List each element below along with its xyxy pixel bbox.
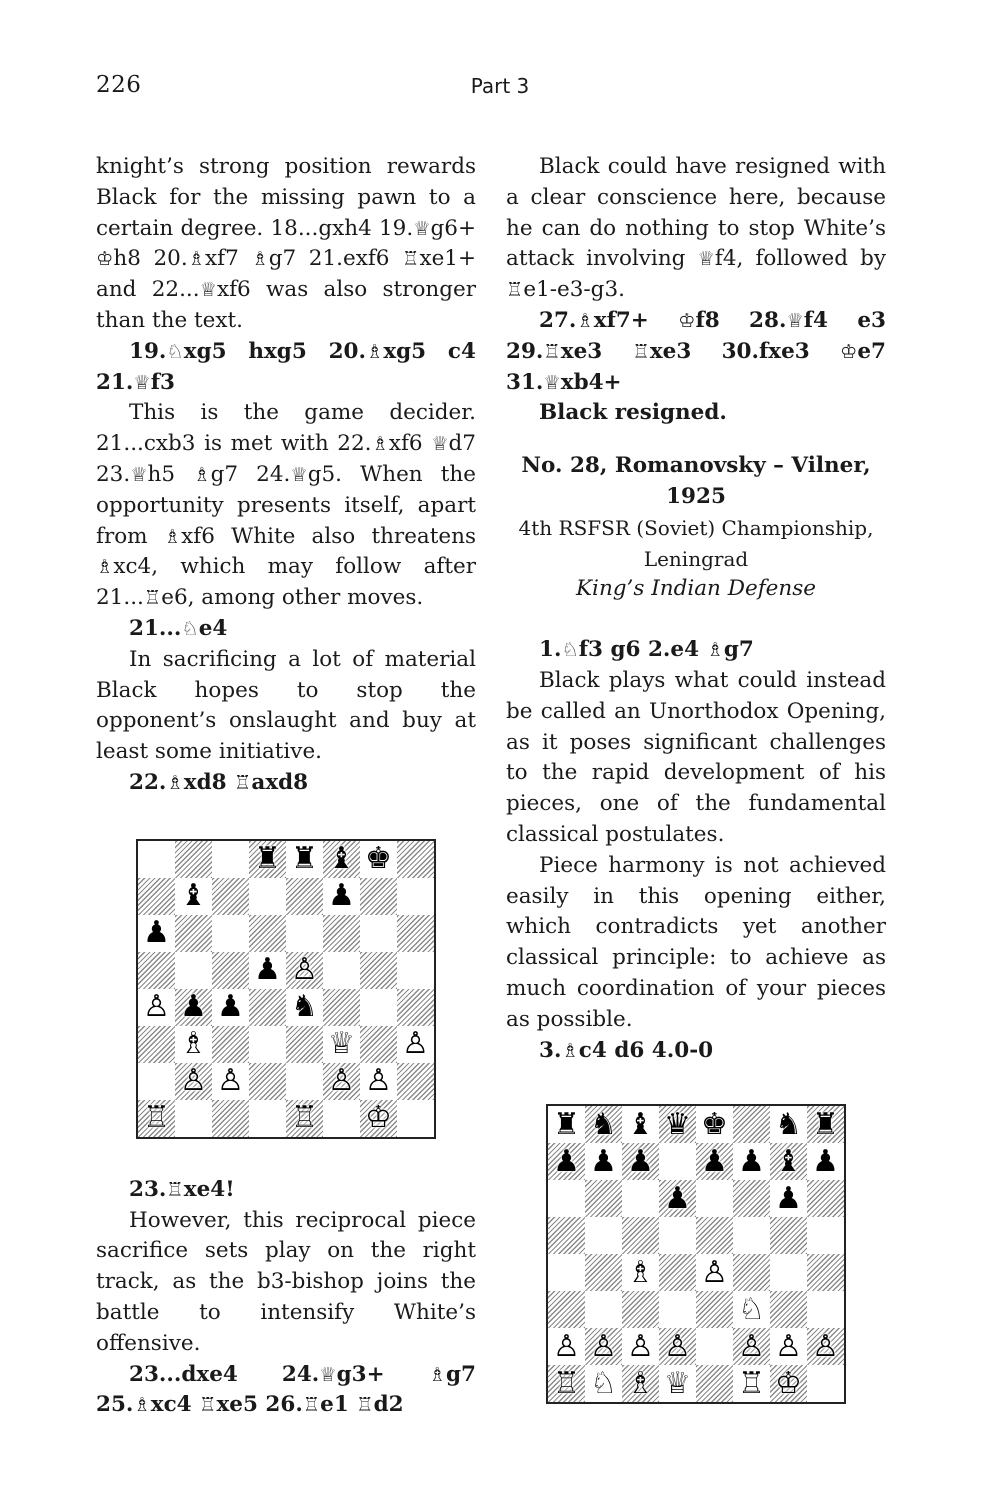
board-square bbox=[622, 1106, 659, 1143]
board-square bbox=[696, 1180, 733, 1217]
black-piece-icon: ♟ bbox=[701, 1143, 728, 1179]
board-square bbox=[807, 1328, 844, 1365]
white-piece-icon: ♕ bbox=[328, 1026, 355, 1062]
board-square bbox=[175, 1063, 212, 1100]
black-piece-icon: ♟ bbox=[553, 1143, 580, 1179]
board-square bbox=[249, 878, 286, 915]
board-square bbox=[212, 878, 249, 915]
board-square bbox=[397, 878, 434, 915]
board-square bbox=[622, 1217, 659, 1254]
board-square bbox=[138, 1063, 175, 1100]
board-square bbox=[807, 1365, 844, 1402]
board-square bbox=[733, 1217, 770, 1254]
board-square bbox=[770, 1291, 807, 1328]
board-square bbox=[548, 1291, 585, 1328]
board-square bbox=[212, 989, 249, 1026]
board-square bbox=[175, 841, 212, 878]
white-piece-icon: ♗ bbox=[627, 1365, 654, 1401]
move-line: 21...♘e4 bbox=[129, 615, 228, 641]
board-square bbox=[548, 1365, 585, 1402]
board-square bbox=[360, 1100, 397, 1137]
board-square bbox=[733, 1365, 770, 1402]
body-paragraph: However, this reciprocal piece sacrifice sets play on the right track, as the b3-bishop joins the battle to intensify White’s offensive. bbox=[96, 1207, 476, 1356]
board-square bbox=[360, 915, 397, 952]
board-square bbox=[659, 1106, 696, 1143]
board-square bbox=[548, 1143, 585, 1180]
board-square bbox=[360, 878, 397, 915]
white-piece-icon: ♔ bbox=[365, 1100, 392, 1136]
board-square bbox=[323, 989, 360, 1026]
black-piece-icon: ♟ bbox=[627, 1143, 654, 1179]
black-piece-icon: ♟ bbox=[812, 1143, 839, 1179]
move-line: 27.♗xf7+ ♔f8 28.♕f4 e3 29.♖xe3 ♖xe3 30.fxe3 ♔e7 31.♕xb4+ bbox=[506, 307, 886, 395]
move-line: 23.♖xe4! bbox=[129, 1176, 235, 1202]
chess-diagram-1 bbox=[136, 839, 436, 1139]
black-piece-icon: ♝ bbox=[627, 1106, 654, 1142]
board-square bbox=[733, 1143, 770, 1180]
board-square bbox=[696, 1217, 733, 1254]
board-square bbox=[807, 1254, 844, 1291]
black-piece-icon: ♝ bbox=[775, 1143, 802, 1179]
white-piece-icon: ♙ bbox=[291, 952, 318, 988]
body-paragraph: In sacrificing a lot of material Black hopes to stop the opponent’s onslaught and buy at least some initiative. bbox=[96, 646, 476, 765]
board-square bbox=[770, 1328, 807, 1365]
move-line: Black resigned. bbox=[539, 400, 727, 426]
white-piece-icon: ♙ bbox=[217, 1063, 244, 1099]
white-piece-icon: ♗ bbox=[180, 1026, 207, 1062]
board-square bbox=[360, 989, 397, 1026]
board-square bbox=[175, 952, 212, 989]
board-square bbox=[323, 1063, 360, 1100]
board-square bbox=[212, 1100, 249, 1137]
board-square bbox=[397, 1100, 434, 1137]
board-square bbox=[585, 1180, 622, 1217]
board-square bbox=[807, 1180, 844, 1217]
black-piece-icon: ♟ bbox=[738, 1143, 765, 1179]
black-piece-icon: ♟ bbox=[775, 1180, 802, 1216]
body-paragraph: This is the game decider. 21...cxb3 is met with 22.♗xf6 ♕d7 23.♕h5 ♗g7 24.♕g5. When the opportunity presents itself, apart from ♗xf6 White also threatens ♗xc4, which may follow after 21...♖e6, among other moves. bbox=[96, 400, 476, 611]
white-piece-icon: ♗ bbox=[627, 1254, 654, 1290]
board-square bbox=[360, 1063, 397, 1100]
board-square bbox=[249, 841, 286, 878]
board-square bbox=[733, 1291, 770, 1328]
board-square bbox=[696, 1254, 733, 1291]
white-piece-icon: ♘ bbox=[738, 1291, 765, 1327]
board-square bbox=[585, 1365, 622, 1402]
board-square bbox=[323, 841, 360, 878]
board-square bbox=[585, 1217, 622, 1254]
board-square bbox=[212, 915, 249, 952]
board-square bbox=[360, 841, 397, 878]
board-square bbox=[770, 1106, 807, 1143]
white-piece-icon: ♕ bbox=[664, 1365, 691, 1401]
black-piece-icon: ♟ bbox=[143, 915, 170, 951]
board-square bbox=[175, 1026, 212, 1063]
board-square bbox=[585, 1291, 622, 1328]
black-piece-icon: ♟ bbox=[217, 989, 244, 1025]
board-square bbox=[286, 989, 323, 1026]
black-piece-icon: ♚ bbox=[701, 1106, 728, 1142]
board-square bbox=[212, 1063, 249, 1100]
move-line: 3.♗c4 d6 4.0-0 bbox=[539, 1037, 714, 1063]
board-square bbox=[622, 1180, 659, 1217]
board-square bbox=[397, 952, 434, 989]
board-square bbox=[585, 1328, 622, 1365]
diagram-container bbox=[96, 839, 476, 1139]
board-square bbox=[138, 915, 175, 952]
board-square bbox=[696, 1143, 733, 1180]
board-square bbox=[696, 1365, 733, 1402]
white-piece-icon: ♙ bbox=[775, 1328, 802, 1364]
white-piece-icon: ♙ bbox=[701, 1254, 728, 1290]
board-square bbox=[138, 878, 175, 915]
board-square bbox=[360, 952, 397, 989]
white-piece-icon: ♙ bbox=[812, 1328, 839, 1364]
black-piece-icon: ♞ bbox=[291, 989, 318, 1025]
board-square bbox=[659, 1365, 696, 1402]
black-piece-icon: ♟ bbox=[590, 1143, 617, 1179]
board-square bbox=[138, 841, 175, 878]
white-piece-icon: ♘ bbox=[590, 1365, 617, 1401]
white-piece-icon: ♙ bbox=[180, 1063, 207, 1099]
move-line: 22.♗xd8 ♖axd8 bbox=[129, 769, 309, 795]
opening-name: King’s Indian Defense bbox=[576, 576, 816, 602]
board-square bbox=[397, 915, 434, 952]
board-square bbox=[585, 1254, 622, 1291]
board-square bbox=[548, 1328, 585, 1365]
board-square bbox=[585, 1106, 622, 1143]
white-piece-icon: ♖ bbox=[291, 1100, 318, 1136]
white-piece-icon: ♖ bbox=[553, 1365, 580, 1401]
board-square bbox=[622, 1254, 659, 1291]
board-square bbox=[807, 1143, 844, 1180]
board-square bbox=[249, 1063, 286, 1100]
board-square bbox=[175, 1100, 212, 1137]
body-paragraph: Black could have resigned with a clear conscience here, because he can do nothing to stop White’s attack involving ♕f4, followed by ♖e1-e3-g3. bbox=[506, 154, 886, 303]
black-piece-icon: ♜ bbox=[553, 1106, 580, 1142]
game-title: No. 28, Romanovsky – Vilner, 1925 bbox=[521, 453, 871, 509]
white-piece-icon: ♙ bbox=[664, 1328, 691, 1364]
board-square bbox=[175, 989, 212, 1026]
board-square bbox=[138, 1026, 175, 1063]
black-piece-icon: ♝ bbox=[180, 878, 207, 914]
board-square bbox=[323, 1026, 360, 1063]
board-square bbox=[175, 878, 212, 915]
black-piece-icon: ♞ bbox=[590, 1106, 617, 1142]
move-line: 1.♘f3 g6 2.e4 ♗g7 bbox=[539, 637, 754, 663]
board-square bbox=[175, 915, 212, 952]
board-square bbox=[696, 1291, 733, 1328]
board-square bbox=[138, 989, 175, 1026]
board-square bbox=[659, 1180, 696, 1217]
board-square bbox=[659, 1328, 696, 1365]
black-piece-icon: ♜ bbox=[254, 841, 281, 877]
board-square bbox=[286, 1063, 323, 1100]
white-piece-icon: ♙ bbox=[590, 1328, 617, 1364]
board-square bbox=[622, 1328, 659, 1365]
board-square bbox=[286, 878, 323, 915]
body-paragraph: Black plays what could instead be called an Unorthodox Opening, as it poses significant challenges to the rapid development of his pieces, one of the fundamental classical postulates. bbox=[506, 667, 886, 847]
board-square bbox=[622, 1291, 659, 1328]
board-square bbox=[548, 1106, 585, 1143]
running-head: Part 3 bbox=[470, 74, 530, 98]
board-square bbox=[807, 1106, 844, 1143]
black-piece-icon: ♜ bbox=[812, 1106, 839, 1142]
board-square bbox=[659, 1291, 696, 1328]
board-square bbox=[659, 1217, 696, 1254]
board-square bbox=[696, 1328, 733, 1365]
board-square bbox=[807, 1217, 844, 1254]
board-square bbox=[733, 1180, 770, 1217]
board-square bbox=[323, 878, 360, 915]
white-piece-icon: ♙ bbox=[738, 1328, 765, 1364]
board-square bbox=[622, 1365, 659, 1402]
body-paragraph: Piece harmony is not achieved easily in this opening either, which contradicts yet another classical principle: to achieve as much coordination of your pieces as possible. bbox=[506, 852, 886, 1032]
board-square bbox=[212, 952, 249, 989]
board-square bbox=[397, 1063, 434, 1100]
board-square bbox=[249, 989, 286, 1026]
board-square bbox=[286, 841, 323, 878]
board-square bbox=[323, 915, 360, 952]
black-piece-icon: ♜ bbox=[291, 841, 318, 877]
black-piece-icon: ♞ bbox=[775, 1106, 802, 1142]
board-square bbox=[770, 1180, 807, 1217]
white-piece-icon: ♖ bbox=[738, 1365, 765, 1401]
white-piece-icon: ♙ bbox=[365, 1063, 392, 1099]
black-piece-icon: ♟ bbox=[254, 952, 281, 988]
board-square bbox=[212, 1026, 249, 1063]
move-line: 19.♘xg5 hxg5 20.♗xg5 c4 21.♕f3 bbox=[96, 338, 476, 395]
board-square bbox=[323, 952, 360, 989]
black-piece-icon: ♟ bbox=[328, 878, 355, 914]
board-square bbox=[770, 1143, 807, 1180]
white-piece-icon: ♙ bbox=[402, 1026, 429, 1062]
board-square bbox=[770, 1217, 807, 1254]
board-square bbox=[138, 952, 175, 989]
chess-diagram-2 bbox=[546, 1104, 846, 1404]
white-piece-icon: ♙ bbox=[553, 1328, 580, 1364]
black-piece-icon: ♝ bbox=[328, 841, 355, 877]
white-piece-icon: ♙ bbox=[143, 989, 170, 1025]
board-square bbox=[138, 1100, 175, 1137]
board-square bbox=[733, 1106, 770, 1143]
black-piece-icon: ♟ bbox=[180, 989, 207, 1025]
board-square bbox=[733, 1254, 770, 1291]
board-square bbox=[397, 1026, 434, 1063]
board-square bbox=[397, 989, 434, 1026]
black-piece-icon: ♚ bbox=[365, 841, 392, 877]
board-square bbox=[548, 1217, 585, 1254]
board-square bbox=[360, 1026, 397, 1063]
move-line: 23...dxe4 24.♕g3+ ♗g7 25.♗xc4 ♖xe5 26.♖e1 ♖d2 bbox=[96, 1361, 476, 1418]
page-number: 226 bbox=[96, 72, 142, 98]
board-square bbox=[770, 1254, 807, 1291]
board-square bbox=[548, 1180, 585, 1217]
board-square bbox=[622, 1143, 659, 1180]
diagram-container bbox=[506, 1104, 886, 1404]
board-square bbox=[397, 841, 434, 878]
board-square bbox=[807, 1291, 844, 1328]
board-square bbox=[696, 1106, 733, 1143]
game-event: 4th RSFSR (Soviet) Championship, Leningrad bbox=[518, 515, 874, 571]
board-square bbox=[733, 1328, 770, 1365]
board-square bbox=[548, 1254, 585, 1291]
body-paragraph: knight’s strong position rewards Black for the missing pawn to a certain degree. 18...gxh4 19.♕g6+ ♔h8 20.♗xf7 ♗g7 21.exf6 ♖xe1+ and 22...♕xf6 was also stronger than the text. bbox=[96, 154, 477, 333]
white-piece-icon: ♔ bbox=[775, 1365, 802, 1401]
board-square bbox=[323, 1100, 360, 1137]
black-piece-icon: ♟ bbox=[664, 1180, 691, 1216]
board-square bbox=[286, 915, 323, 952]
board-square bbox=[770, 1365, 807, 1402]
right-column bbox=[506, 152, 886, 1404]
board-square bbox=[659, 1254, 696, 1291]
board-square bbox=[249, 915, 286, 952]
board-square bbox=[286, 952, 323, 989]
board-square bbox=[249, 952, 286, 989]
board-square bbox=[286, 1026, 323, 1063]
black-piece-icon: ♛ bbox=[664, 1106, 691, 1142]
white-piece-icon: ♙ bbox=[627, 1328, 654, 1364]
board-square bbox=[212, 841, 249, 878]
left-column bbox=[96, 152, 476, 1421]
white-piece-icon: ♙ bbox=[328, 1063, 355, 1099]
board-square bbox=[249, 1100, 286, 1137]
white-piece-icon: ♖ bbox=[143, 1100, 170, 1136]
board-square bbox=[249, 1026, 286, 1063]
board-square bbox=[585, 1143, 622, 1180]
board-square bbox=[286, 1100, 323, 1137]
board-square bbox=[659, 1143, 696, 1180]
